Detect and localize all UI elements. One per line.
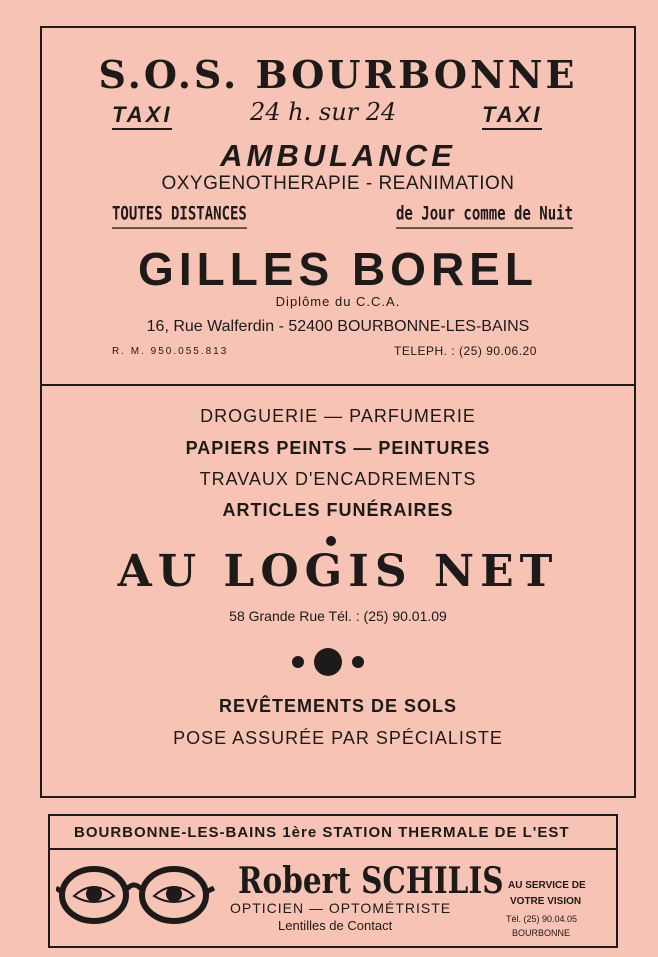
phone-label: Tél. (25) 90.04.05	[506, 914, 578, 924]
diploma-label: Diplôme du C.C.A.	[275, 294, 401, 309]
ornament-dot-right-icon	[352, 656, 364, 668]
ad-headline: S.O.S. BOURBONNE	[98, 52, 578, 97]
service-line-4: ARTICLES FUNÉRAIRES	[222, 500, 454, 520]
ad-robert-schilis	[48, 814, 618, 948]
ad-gilles-borel	[40, 26, 636, 386]
address-label: 16, Rue Walferdin - 52400 BOURBONNE-LES-BAINS	[146, 318, 530, 335]
service-line-2: VOTRE VISION	[510, 896, 582, 907]
divider	[50, 848, 616, 850]
service-line-2: PAPIERS PEINTS — PEINTURES	[185, 438, 491, 458]
bullet-dot-icon	[326, 536, 336, 546]
hours-label: 24 h. sur 24	[250, 98, 397, 126]
lenses-label: Lentilles de Contact	[278, 918, 393, 933]
business-name: Robert SCHILIS	[238, 860, 504, 902]
business-name: GILLES BOREL	[138, 243, 538, 295]
phone-label: TELEPH. : (25) 90.06.20	[394, 344, 537, 358]
taxi-label-left: TAXI	[112, 102, 172, 130]
ad-au-logis-net	[40, 384, 636, 798]
address-label: 58 Grande Rue Tél. : (25) 90.01.09	[229, 608, 447, 624]
day-night-label: de Jour comme de Nuit	[396, 204, 573, 229]
town-label: BOURBONNE	[512, 928, 571, 938]
banner-text: BOURBONNE-LES-BAINS 1ère STATION THERMALE DE L'EST	[74, 824, 570, 841]
service-line-3: TRAVAUX D'ENCADREMENTS	[199, 469, 477, 489]
ambulance-label: AMBULANCE	[220, 138, 456, 173]
service-line-6: POSE ASSURÉE PAR SPÉCIALISTE	[173, 728, 503, 748]
registry-label: R. M. 950.055.813	[112, 346, 229, 357]
service-line-5: REVÊTEMENTS DE SOLS	[218, 696, 458, 716]
distances-label: TOUTES DISTANCES	[112, 204, 247, 229]
ornament-dot-left-icon	[292, 656, 304, 668]
eyeglasses-with-eyes-icon	[56, 860, 216, 930]
business-name: AU LOGIS NET	[117, 546, 559, 597]
specialties-label: OXYGENOTHERAPIE - REANIMATION	[161, 173, 515, 194]
taxi-label-right: TAXI	[482, 102, 542, 130]
service-line-1: AU SERVICE DE	[508, 880, 586, 891]
ornament-dot-center-icon	[314, 648, 342, 676]
profession-label: OPTICIEN — OPTOMÉTRISTE	[230, 900, 452, 916]
service-line-1: DROGUERIE — PARFUMERIE	[200, 406, 476, 426]
